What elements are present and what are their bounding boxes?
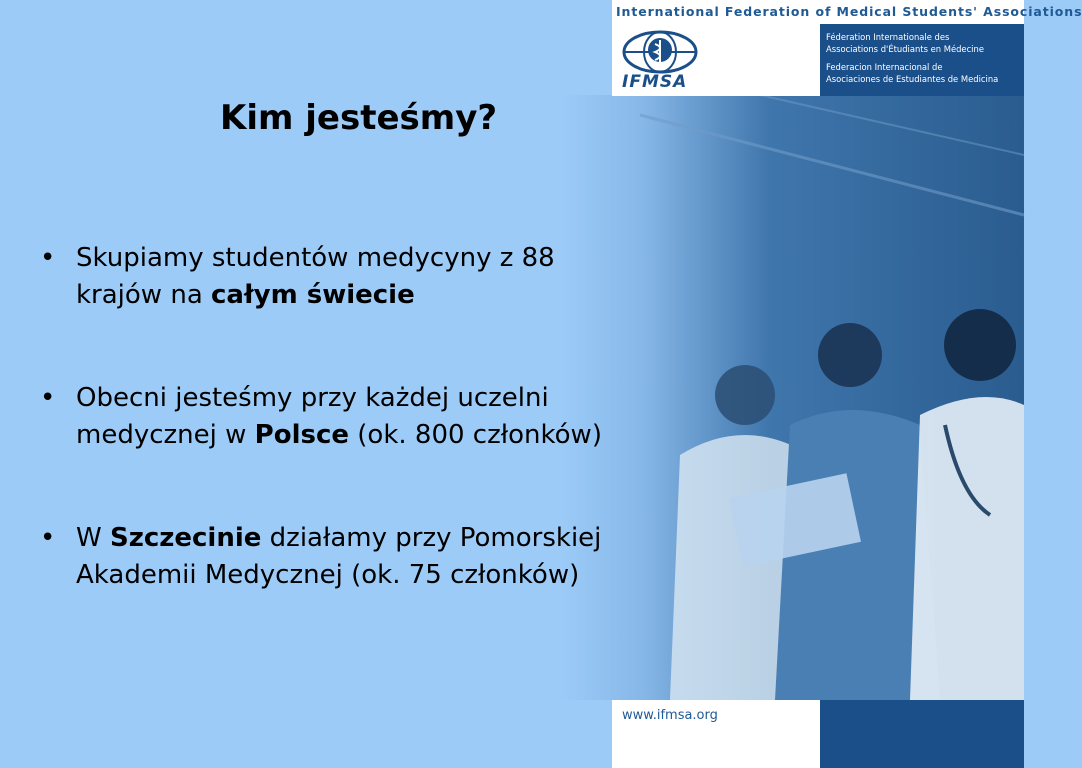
footer-url-box xyxy=(612,700,820,768)
bullet-marker: • xyxy=(40,523,56,553)
federation-names-box xyxy=(820,24,1024,96)
bullet-text xyxy=(76,380,716,454)
federation-name: International Federation of Medical Students' Associations xyxy=(616,4,1082,19)
bullet-line: Akademii Medycznej (ok. 75 członków) xyxy=(76,560,580,590)
bullet-marker: • xyxy=(40,383,56,413)
name-line-fr-1: Féderation Internationale des xyxy=(826,32,950,42)
name-line-fr-2: Associations d'Étudiants en Médecine xyxy=(826,44,984,54)
name-line-es-1: Federacion Internacional de xyxy=(826,62,943,72)
bullet-line xyxy=(76,417,716,454)
logo-label: IFMSA xyxy=(622,72,688,92)
bullet-text xyxy=(76,520,716,594)
bullet-bold-text: Szczecinie xyxy=(109,523,262,553)
name-line-es-2: Asociaciones de Estudiantes de Medicina xyxy=(826,74,999,84)
slide-title: Kim jesteśmy? xyxy=(220,98,498,138)
footer-url-link[interactable]: www.ifmsa.org xyxy=(622,708,718,723)
bullet-text xyxy=(76,240,716,314)
bullet-text-segment: krajów na xyxy=(76,280,212,310)
bullet-line xyxy=(76,277,716,314)
bullet-line xyxy=(76,520,716,557)
logo-box xyxy=(612,24,820,96)
footer-brand-box xyxy=(820,700,1024,768)
bullet-text-segment: działamy przy Pomorskiej xyxy=(261,523,602,553)
bullet-bold-text: całym świecie xyxy=(211,280,415,310)
bullet-marker: • xyxy=(40,243,56,273)
bullet-bold-text: Polsce xyxy=(254,420,350,450)
bullet-text-segment: (ok. 800 członków) xyxy=(349,420,602,450)
bullet-text-segment: W xyxy=(76,523,110,553)
bullet-line: Skupiamy studentów medycyny z 88 xyxy=(76,243,555,273)
bullet-text-segment: medycznej w xyxy=(76,420,255,450)
bullet-line: Obecni jesteśmy przy każdej uczelni xyxy=(76,383,549,413)
